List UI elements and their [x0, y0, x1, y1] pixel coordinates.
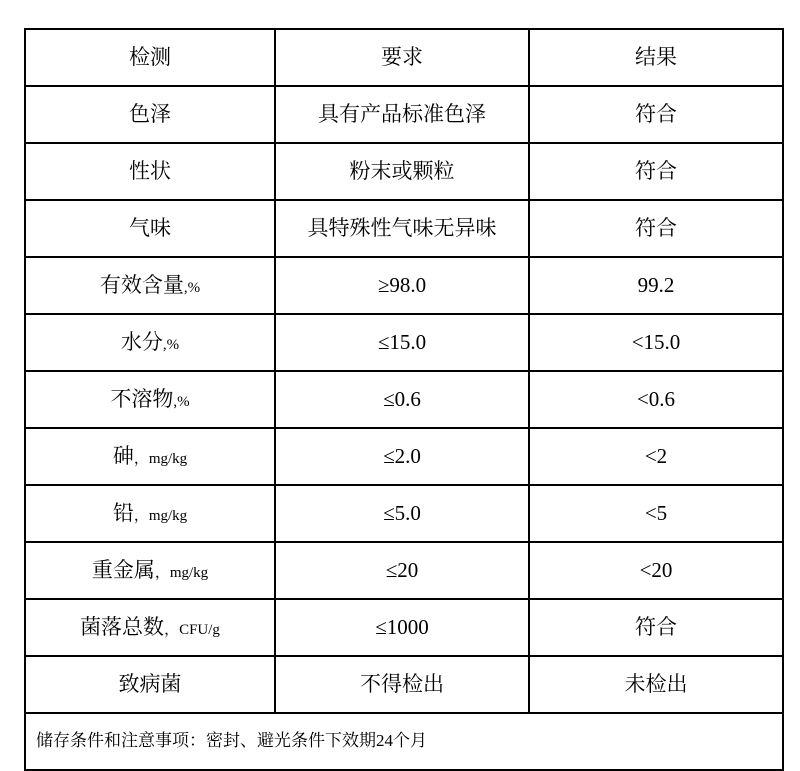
- cell-item: [25, 314, 275, 371]
- result-text: 符合: [635, 614, 677, 639]
- requirement-text: 具有产品标准色泽: [318, 101, 486, 126]
- table-row: [25, 542, 783, 599]
- cell-item: [25, 485, 275, 542]
- item-name: 性状: [129, 158, 171, 183]
- cell-requirement: [275, 542, 529, 599]
- cell-result: [529, 257, 783, 314]
- column-header-requirement: [275, 29, 529, 86]
- cell-requirement: [275, 599, 529, 656]
- item-unit: ，mg/kg: [133, 450, 188, 467]
- result-text: <2: [644, 443, 668, 468]
- cell-item: [25, 542, 275, 599]
- table-row: [25, 200, 783, 257]
- item-text: [26, 102, 274, 127]
- requirement-text: ≥98.0: [377, 272, 427, 297]
- result-text: <5: [644, 500, 668, 525]
- cell-result: [529, 656, 783, 713]
- cell-item: [25, 428, 275, 485]
- requirement-text: ≤1000: [375, 614, 429, 639]
- cell-item: [25, 656, 275, 713]
- cell-item: [25, 200, 275, 257]
- storage-note-cell: [25, 713, 783, 770]
- item-name: 有效含量: [99, 272, 184, 297]
- cell-result: [529, 143, 783, 200]
- cell-result: [529, 371, 783, 428]
- item-text: [26, 159, 274, 184]
- column-header-item-label: 检测: [129, 44, 171, 69]
- item-text: [26, 216, 274, 241]
- cell-item: [25, 257, 275, 314]
- requirement-text: ≤15.0: [377, 329, 427, 354]
- item-text: [26, 501, 274, 526]
- cell-requirement: [275, 428, 529, 485]
- cell-result: [529, 200, 783, 257]
- cell-requirement: [275, 314, 529, 371]
- column-header-item: [25, 29, 275, 86]
- cell-requirement: [275, 485, 529, 542]
- table-row: [25, 257, 783, 314]
- item-text: [26, 444, 274, 469]
- cell-requirement: [275, 371, 529, 428]
- storage-note-text: 储存条件和注意事项：密封、避光条件下效期24个月: [36, 731, 427, 751]
- requirement-text: ≤20: [385, 557, 419, 582]
- result-text: 99.2: [637, 272, 675, 297]
- table-row: [25, 428, 783, 485]
- storage-note-row: [25, 713, 783, 770]
- result-text: <0.6: [636, 386, 676, 411]
- item-unit: ,%: [173, 393, 190, 410]
- item-name: 铅: [112, 500, 134, 525]
- specification-table: [24, 28, 784, 771]
- item-name: 色泽: [129, 101, 171, 126]
- table-row: [25, 86, 783, 143]
- table-row: [25, 599, 783, 656]
- cell-result: [529, 314, 783, 371]
- cell-result: [529, 428, 783, 485]
- item-unit: ，mg/kg: [133, 507, 188, 524]
- cell-requirement: [275, 656, 529, 713]
- cell-item: [25, 599, 275, 656]
- column-header-result: [529, 29, 783, 86]
- item-unit: ,%: [183, 279, 201, 296]
- item-text: [26, 330, 274, 355]
- item-name: 水分: [120, 329, 163, 354]
- item-name: 致病菌: [118, 671, 182, 696]
- result-text: <15.0: [631, 329, 681, 354]
- item-name: 气味: [129, 215, 171, 240]
- requirement-text: ≤0.6: [383, 386, 421, 411]
- item-text: [26, 558, 274, 583]
- item-unit: ，CFU/g: [164, 621, 220, 638]
- item-unit: ，mg/kg: [154, 564, 209, 581]
- cell-item: [25, 371, 275, 428]
- cell-result: [529, 542, 783, 599]
- cell-requirement: [275, 86, 529, 143]
- table-row: [25, 656, 783, 713]
- requirement-text: 不得检出: [360, 671, 444, 696]
- requirement-text: ≤5.0: [383, 500, 421, 525]
- cell-item: [25, 86, 275, 143]
- table-row: [25, 485, 783, 542]
- cell-item: [25, 143, 275, 200]
- cell-requirement: [275, 143, 529, 200]
- cell-result: [529, 485, 783, 542]
- column-header-requirement-label: 要求: [381, 44, 423, 69]
- table-header-row: [25, 29, 783, 86]
- cell-result: [529, 86, 783, 143]
- item-name: 不溶物: [110, 386, 174, 411]
- item-name: 砷: [112, 443, 134, 468]
- item-text: [26, 672, 274, 697]
- table-row: [25, 371, 783, 428]
- cell-result: [529, 599, 783, 656]
- result-text: 符合: [635, 101, 677, 126]
- column-header-result-label: 结果: [635, 44, 677, 69]
- item-name: 重金属: [91, 557, 155, 582]
- item-name: 菌落总数: [80, 614, 165, 639]
- item-unit: ,%: [162, 336, 180, 353]
- item-text: [26, 273, 274, 298]
- result-text: 未检出: [624, 671, 688, 696]
- table-row: [25, 314, 783, 371]
- table-row: [25, 143, 783, 200]
- cell-requirement: [275, 200, 529, 257]
- item-text: [26, 615, 274, 640]
- result-text: 符合: [635, 158, 677, 183]
- requirement-text: 具特殊性气味无异味: [307, 215, 497, 240]
- result-text: <20: [639, 557, 673, 582]
- requirement-text: 粉末或颗粒: [349, 158, 455, 183]
- requirement-text: ≤2.0: [383, 443, 421, 468]
- cell-requirement: [275, 257, 529, 314]
- result-text: 符合: [635, 215, 677, 240]
- item-text: [26, 387, 274, 412]
